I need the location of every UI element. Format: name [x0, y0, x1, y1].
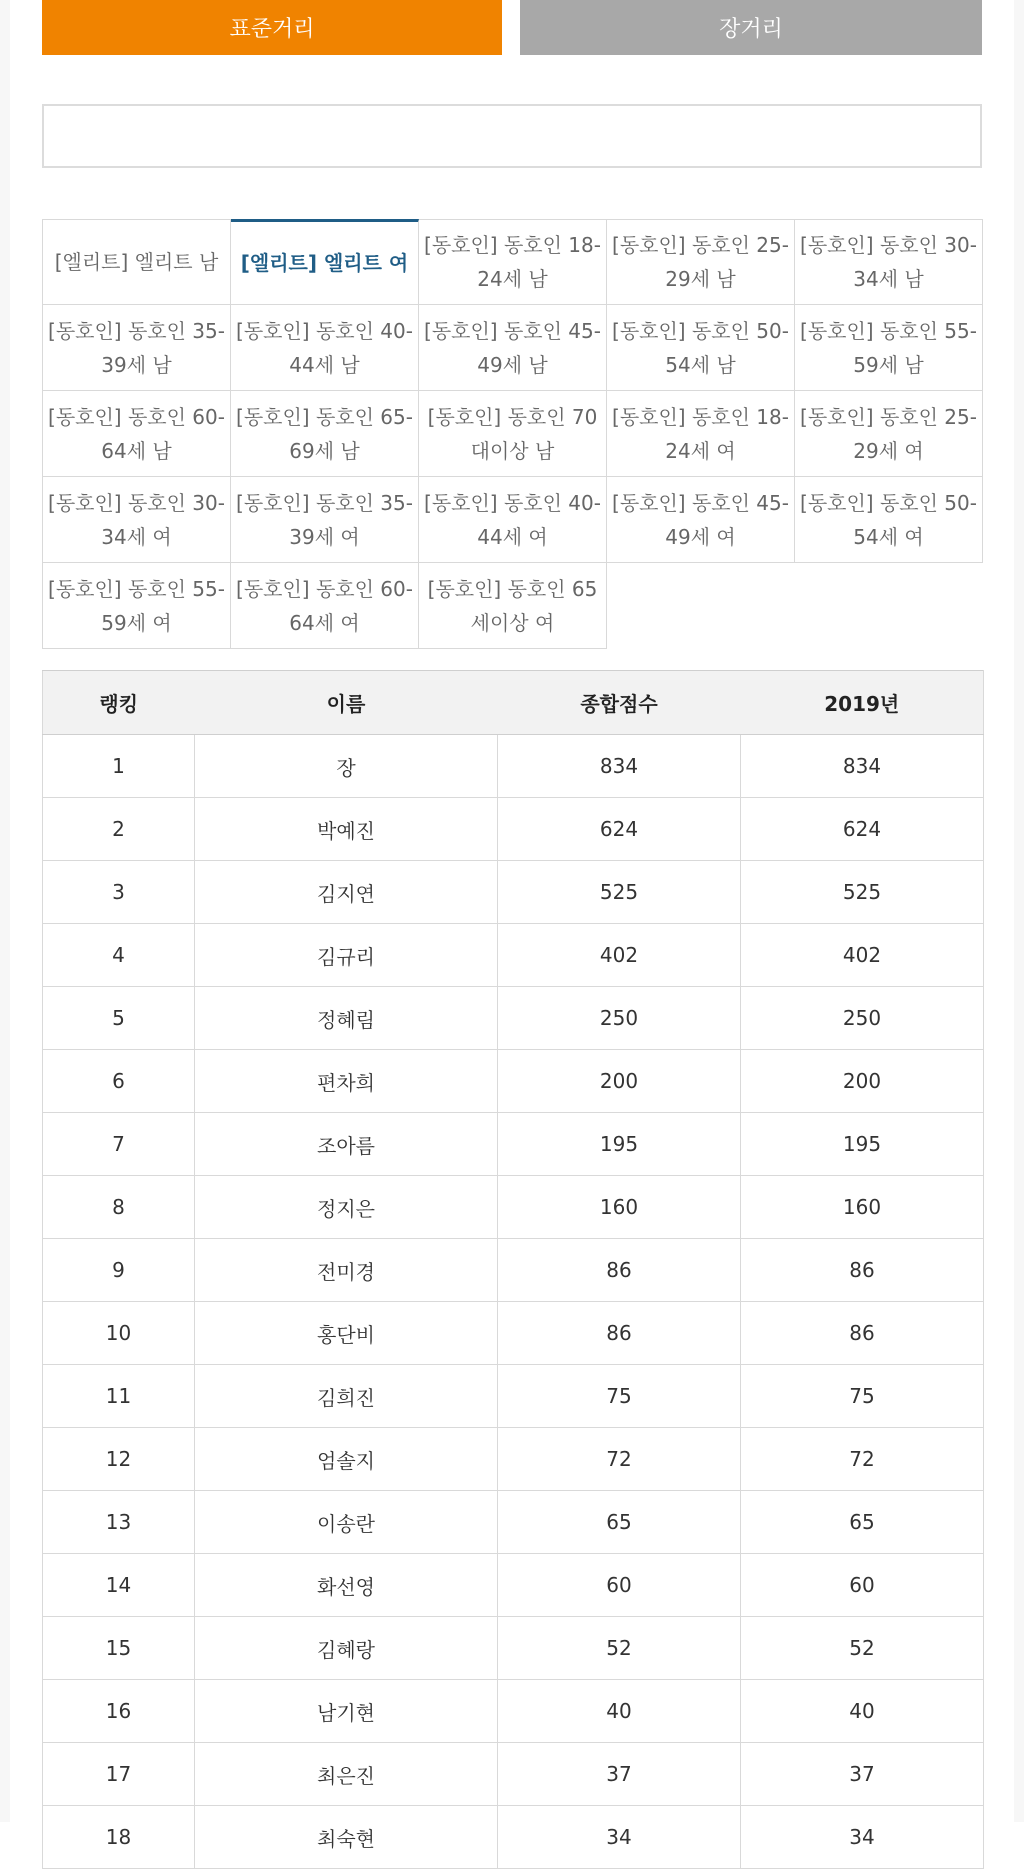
- table-row: [43, 1428, 984, 1491]
- name-cell: 김혜랑: [195, 1617, 498, 1680]
- table-row: [43, 1617, 984, 1680]
- rank-cell: 3: [43, 861, 195, 924]
- page-edge-left: [0, 0, 10, 1822]
- year-score-cell: 834: [741, 735, 984, 798]
- rank-cell: 16: [43, 1680, 195, 1743]
- total-score-cell: 195: [498, 1113, 741, 1176]
- total-score-cell: 86: [498, 1239, 741, 1302]
- category-tab[interactable]: [동호인] 동호인 40-44세 남: [231, 305, 419, 391]
- name-cell: 엄솔지: [195, 1428, 498, 1491]
- table-row: [43, 1554, 984, 1617]
- year-score-cell: 624: [741, 798, 984, 861]
- year-score-cell: 86: [741, 1239, 984, 1302]
- name-cell: 정지은: [195, 1176, 498, 1239]
- table-row: [43, 1113, 984, 1176]
- rank-cell: 9: [43, 1239, 195, 1302]
- rank-cell: 10: [43, 1302, 195, 1365]
- year-score-cell: 160: [741, 1176, 984, 1239]
- table-row: [43, 1806, 984, 1869]
- total-score-cell: 834: [498, 735, 741, 798]
- standard-distance-button[interactable]: 표준거리: [42, 0, 502, 55]
- table-row: [43, 735, 984, 798]
- year-score-cell: 52: [741, 1617, 984, 1680]
- rank-cell: 2: [43, 798, 195, 861]
- rank-cell: 14: [43, 1554, 195, 1617]
- category-tab[interactable]: [동호인] 동호인 50-54세 여: [795, 477, 983, 563]
- category-tab[interactable]: [동호인] 동호인 60-64세 여: [231, 563, 419, 649]
- name-cell: 정혜림: [195, 987, 498, 1050]
- category-tab[interactable]: [동호인] 동호인 65-69세 남: [231, 391, 419, 477]
- total-score-cell: 65: [498, 1491, 741, 1554]
- category-tab[interactable]: [동호인] 동호인 55-59세 여: [43, 563, 231, 649]
- category-tab[interactable]: [동호인] 동호인 30-34세 여: [43, 477, 231, 563]
- name-cell: 편차희: [195, 1050, 498, 1113]
- total-score-cell: 402: [498, 924, 741, 987]
- table-row: [43, 1680, 984, 1743]
- year-score-cell: 72: [741, 1428, 984, 1491]
- rank-cell: 8: [43, 1176, 195, 1239]
- category-tab[interactable]: [동호인] 동호인 65 세이상 여: [419, 563, 607, 649]
- category-tab[interactable]: [동호인] 동호인 40-44세 여: [419, 477, 607, 563]
- ranking-table: [42, 670, 984, 1869]
- year-score-cell: 65: [741, 1491, 984, 1554]
- category-tab[interactable]: [동호인] 동호인 25-29세 남: [607, 219, 795, 305]
- category-tab[interactable]: [동호인] 동호인 60-64세 남: [43, 391, 231, 477]
- table-row: [43, 1176, 984, 1239]
- total-score-cell: 34: [498, 1806, 741, 1869]
- header-rank: 랭킹: [43, 671, 195, 735]
- name-cell: 최은진: [195, 1743, 498, 1806]
- total-score-cell: 75: [498, 1365, 741, 1428]
- category-tab[interactable]: [동호인] 동호인 35-39세 남: [43, 305, 231, 391]
- category-tab[interactable]: [동호인] 동호인 50-54세 남: [607, 305, 795, 391]
- total-score-cell: 200: [498, 1050, 741, 1113]
- year-score-cell: 402: [741, 924, 984, 987]
- year-score-cell: 75: [741, 1365, 984, 1428]
- name-cell: 최숙현: [195, 1806, 498, 1869]
- table-row: [43, 1302, 984, 1365]
- name-cell: 전미경: [195, 1239, 498, 1302]
- rank-cell: 13: [43, 1491, 195, 1554]
- table-row: [43, 1239, 984, 1302]
- table-row: [43, 861, 984, 924]
- year-score-cell: 34: [741, 1806, 984, 1869]
- rank-cell: 18: [43, 1806, 195, 1869]
- name-cell: 홍단비: [195, 1302, 498, 1365]
- rank-cell: 11: [43, 1365, 195, 1428]
- category-tab[interactable]: [동호인] 동호인 35-39세 여: [231, 477, 419, 563]
- table-row: [43, 1491, 984, 1554]
- header-2019: 2019년: [741, 671, 984, 735]
- total-score-cell: 52: [498, 1617, 741, 1680]
- name-cell: 장: [195, 735, 498, 798]
- category-tab[interactable]: [동호인] 동호인 25-29세 여: [795, 391, 983, 477]
- total-score-cell: 160: [498, 1176, 741, 1239]
- year-score-cell: 86: [741, 1302, 984, 1365]
- category-tab[interactable]: [동호인] 동호인 18-24세 남: [419, 219, 607, 305]
- rank-cell: 6: [43, 1050, 195, 1113]
- year-score-cell: 195: [741, 1113, 984, 1176]
- distance-toggle: [42, 0, 982, 55]
- total-score-cell: 250: [498, 987, 741, 1050]
- table-row: [43, 924, 984, 987]
- total-score-cell: 86: [498, 1302, 741, 1365]
- rank-cell: 7: [43, 1113, 195, 1176]
- category-tab[interactable]: [동호인] 동호인 30-34세 남: [795, 219, 983, 305]
- category-tab[interactable]: [동호인] 동호인 18-24세 여: [607, 391, 795, 477]
- rank-cell: 15: [43, 1617, 195, 1680]
- table-row: [43, 987, 984, 1050]
- year-score-cell: 60: [741, 1554, 984, 1617]
- rank-cell: 1: [43, 735, 195, 798]
- year-score-cell: 37: [741, 1743, 984, 1806]
- table-row: [43, 1365, 984, 1428]
- category-tab[interactable]: [엘리트] 엘리트 여: [231, 219, 419, 305]
- name-cell: 김규리: [195, 924, 498, 987]
- long-distance-button[interactable]: 장거리: [520, 0, 982, 55]
- total-score-cell: 37: [498, 1743, 741, 1806]
- name-cell: 이송란: [195, 1491, 498, 1554]
- name-cell: 화선영: [195, 1554, 498, 1617]
- rank-cell: 17: [43, 1743, 195, 1806]
- year-score-cell: 200: [741, 1050, 984, 1113]
- rank-cell: 5: [43, 987, 195, 1050]
- name-cell: 조아름: [195, 1113, 498, 1176]
- header-total-score: 종합점수: [498, 671, 741, 735]
- name-cell: 김희진: [195, 1365, 498, 1428]
- total-score-cell: 72: [498, 1428, 741, 1491]
- category-tab[interactable]: [동호인] 동호인 45-49세 남: [419, 305, 607, 391]
- category-tab[interactable]: [동호인] 동호인 70 대이상 남: [419, 391, 607, 477]
- total-score-cell: 624: [498, 798, 741, 861]
- rank-cell: 12: [43, 1428, 195, 1491]
- header-name: 이름: [195, 671, 498, 735]
- year-score-cell: 250: [741, 987, 984, 1050]
- category-tab[interactable]: [엘리트] 엘리트 남: [43, 219, 231, 305]
- page-edge-right: [1014, 0, 1024, 1822]
- name-cell: 남기현: [195, 1680, 498, 1743]
- table-row: [43, 1050, 984, 1113]
- total-score-cell: 525: [498, 861, 741, 924]
- total-score-cell: 40: [498, 1680, 741, 1743]
- year-score-cell: 525: [741, 861, 984, 924]
- total-score-cell: 60: [498, 1554, 741, 1617]
- category-tab[interactable]: [동호인] 동호인 45-49세 여: [607, 477, 795, 563]
- name-cell: 박예진: [195, 798, 498, 861]
- year-score-cell: 40: [741, 1680, 984, 1743]
- table-row: [43, 798, 984, 861]
- ranking-body: [43, 735, 984, 1869]
- category-grid: [42, 219, 985, 649]
- rank-cell: 4: [43, 924, 195, 987]
- name-cell: 김지연: [195, 861, 498, 924]
- category-tab[interactable]: [동호인] 동호인 55-59세 남: [795, 305, 983, 391]
- empty-info-box: [42, 104, 982, 168]
- ranking-header-row: [43, 671, 984, 735]
- table-row: [43, 1743, 984, 1806]
